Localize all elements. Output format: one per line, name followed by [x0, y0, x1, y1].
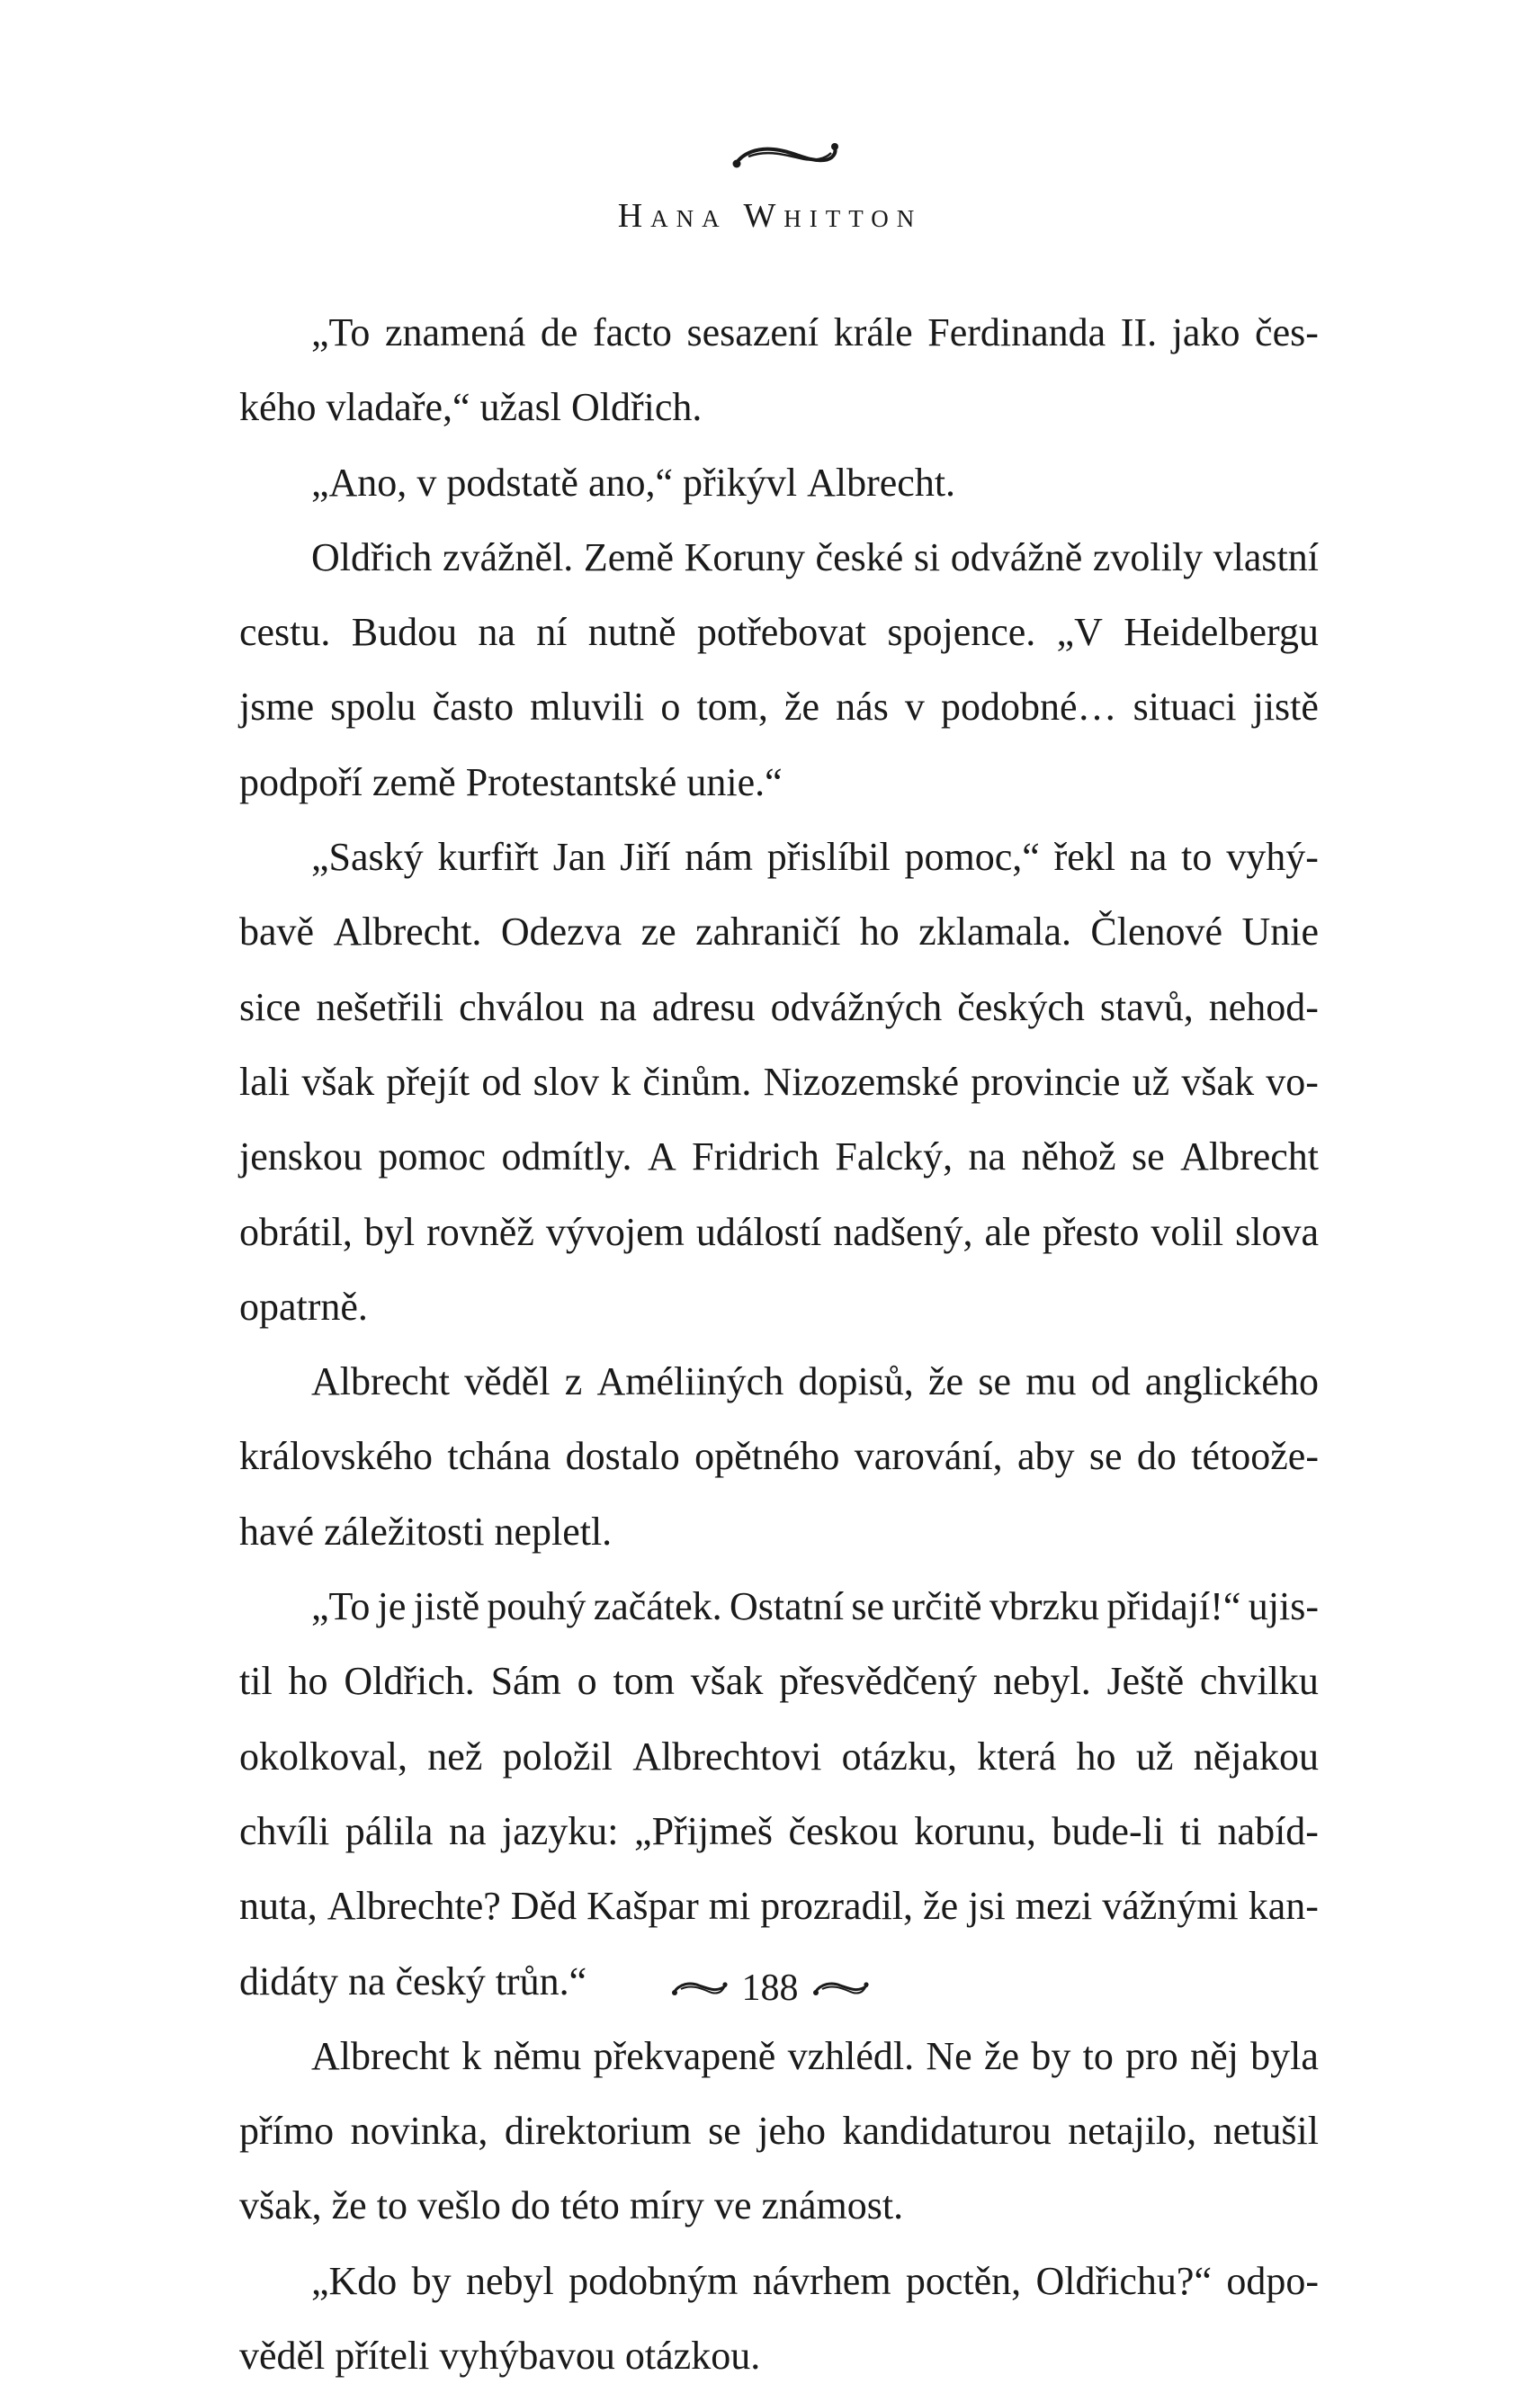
- text-line: „Ano, v podstatě ano,“ přikývl Albrecht.: [311, 460, 956, 505]
- text-line: lali však přejít od slov k činům. Nizozemské provincie už však vo-: [239, 1059, 1319, 1104]
- text-line: til ho Oldřich. Sám o tom však přesvědčený nebyl. Ještě chvilku: [239, 1659, 1319, 1704]
- swash-ornament-icon: [730, 137, 844, 173]
- text-line: Albrecht k němu překvapeně vzhlédl. Ne že by to pro něj byla: [311, 2033, 1319, 2078]
- text-line: „Saský kurfiřt Jan Jiří nám přislíbil pomoc,“ řekl na to vyhý-: [311, 835, 1319, 880]
- text-line: však, že to vešlo do této míry ve známost.: [239, 2183, 904, 2228]
- page-number: 188: [741, 1967, 799, 2009]
- text-line: věděl příteli vyhýbavou otázkou.: [239, 2334, 761, 2379]
- text-line: didáty na český trůn.“: [239, 1958, 587, 2003]
- running-header-author: Hana Whitton: [617, 197, 923, 235]
- text-line: podpoří země Protestantské unie.“: [239, 759, 783, 804]
- text-line: havé záležitosti nepletl.: [239, 1509, 613, 1554]
- text-line: „Kdo by nebyl podobným návrhem poctěn, Oldřichu?“ odpo-: [311, 2258, 1319, 2303]
- text-line: jsme spolu často mluvili o tom, že nás v podobné… situaci jistě: [239, 685, 1319, 730]
- text-line: sice nešetřili chválou na adresu odvážných českých stavů, nehod-: [239, 984, 1319, 1029]
- text-line: obrátil, byl rovněž vývojem událostí nadšený, ale přesto volil slova: [239, 1209, 1319, 1254]
- swash-ornament-right-icon: [811, 1976, 871, 2000]
- text-line: jenskou pomoc odmítly. A Fridrich Falcký, na něhož se Albrecht: [239, 1134, 1319, 1179]
- text-line: Oldřich zvážněl. Země Koruny české si odvážně zvolily vlastní: [311, 534, 1319, 579]
- text-line: Albrecht věděl z Améliiných dopisů, že se mu od anglického: [311, 1359, 1319, 1404]
- text-line: „To znamená de facto sesazení krále Ferdinanda II. jako čes-: [311, 310, 1319, 354]
- text-line: okolkoval, než položil Albrechtovi otázku, která ho už nějakou: [239, 1734, 1319, 1779]
- text-line: „To je jistě pouhý začátek. Ostatní se určitě vbrzku přidají!“ ujis-: [311, 1584, 1319, 1629]
- text-line: bavě Albrecht. Odezva ze zahraničí ho zklamala. Členové Unie: [239, 910, 1319, 955]
- text-line: chvíli pálila na jazyku: „Přijmeš českou korunu, bude-li ti nabíd-: [239, 1808, 1319, 1853]
- text-line: cestu. Budou na ní nutně potřebovat spojence. „V Heidelbergu: [239, 610, 1319, 655]
- swash-ornament-left-icon: [670, 1976, 730, 2000]
- text-line: opatrně.: [239, 1284, 368, 1329]
- body-text: [239, 295, 1319, 2393]
- text-line: přímo novinka, direktorium se jeho kandidaturou netajilo, netušil: [239, 2109, 1319, 2154]
- text-line: královského tchána dostalo opětného varování, aby se do tétoože-: [239, 1434, 1319, 1479]
- text-line: kého vladaře,“ užasl Oldřich.: [239, 385, 703, 430]
- page-footer: [0, 1961, 1540, 2015]
- text-line: nuta, Albrechte? Děd Kašpar mi prozradil, že jsi mezi vážnými kan-: [239, 1884, 1319, 1929]
